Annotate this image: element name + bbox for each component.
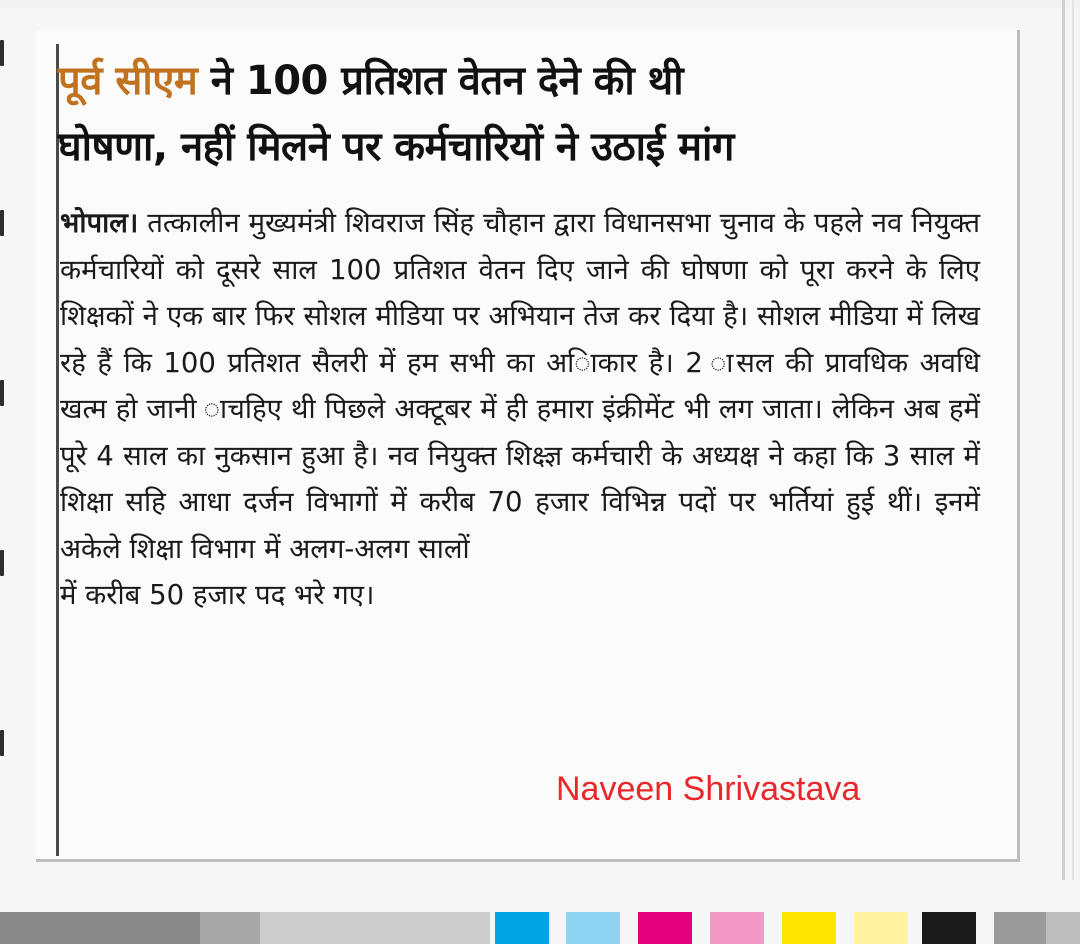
headline-line1-rest: ने 100 प्रतिशत वेतन देने की थी xyxy=(197,58,684,104)
color-swatch xyxy=(638,912,692,944)
headline-line2: घोषणा, नहीं मिलने पर कर्मचारियों ने उठाई मांग xyxy=(58,124,734,170)
color-swatch xyxy=(200,912,260,944)
color-swatch xyxy=(854,912,908,944)
article-body xyxy=(60,200,980,619)
article-headline xyxy=(58,48,1008,180)
top-edge xyxy=(0,0,1080,8)
color-swatch xyxy=(994,912,1048,944)
color-swatch xyxy=(495,912,549,944)
printer-color-strip xyxy=(0,912,1080,944)
news-article xyxy=(36,30,1020,862)
page-edge-rule-secondary xyxy=(1072,0,1074,880)
color-swatch xyxy=(566,912,620,944)
color-swatch xyxy=(1046,912,1080,944)
color-swatch xyxy=(260,912,490,944)
author-watermark: Naveen Shrivastava xyxy=(556,770,861,808)
color-swatch xyxy=(0,912,200,944)
page-edge-rule xyxy=(1062,0,1065,880)
left-margin-marks xyxy=(0,40,6,780)
color-swatch xyxy=(710,912,764,944)
body-last-line: में करीब 50 हजार पद भरे गए। xyxy=(60,579,375,611)
body-paragraph: तत्कालीन मुख्यमंत्री शिवराज सिंह चौहान द्वारा विधानसभा चुनाव के पहले नव नियुक्त कर्मचारियों को दूसरे साल 100 प्रतिशत वेतन दिए जाने की घोषणा को पूरा करने के लिए शिक्षकों ने एक बार फिर सोशल मीडिया पर अभियान तेज कर दिया है। सोशल मीडिया में लिख रहे हैं कि 100 प्रतिशत सैलरी में हम सभी का अािकार है। 2 ासल की प्रावधिक अवधि खत्म हो जानी ाचहिए थी पिछले अक्टूबर में ही हमारा इंक्रीमेंट भी लग जाता। लेकिन अब हमें पूरे 4 साल का नुकसान हुआ है। नव नियुक्त शिक्ष्ज्ञ कर्मचारी के अध्यक्ष ने कहा कि 3 साल में शिक्षा सहि आधा दर्जन विभागों में करीब 70 हजार विभिन्न पदों पर भर्तियां हुई थीं। इनमें अकेले शिक्षा विभाग में अलग-अलग सालों xyxy=(60,207,980,565)
dateline: भोपाल। xyxy=(60,207,139,239)
color-swatch xyxy=(922,912,976,944)
headline-accent: पूर्व सीएम xyxy=(58,58,198,104)
color-swatch xyxy=(782,912,836,944)
